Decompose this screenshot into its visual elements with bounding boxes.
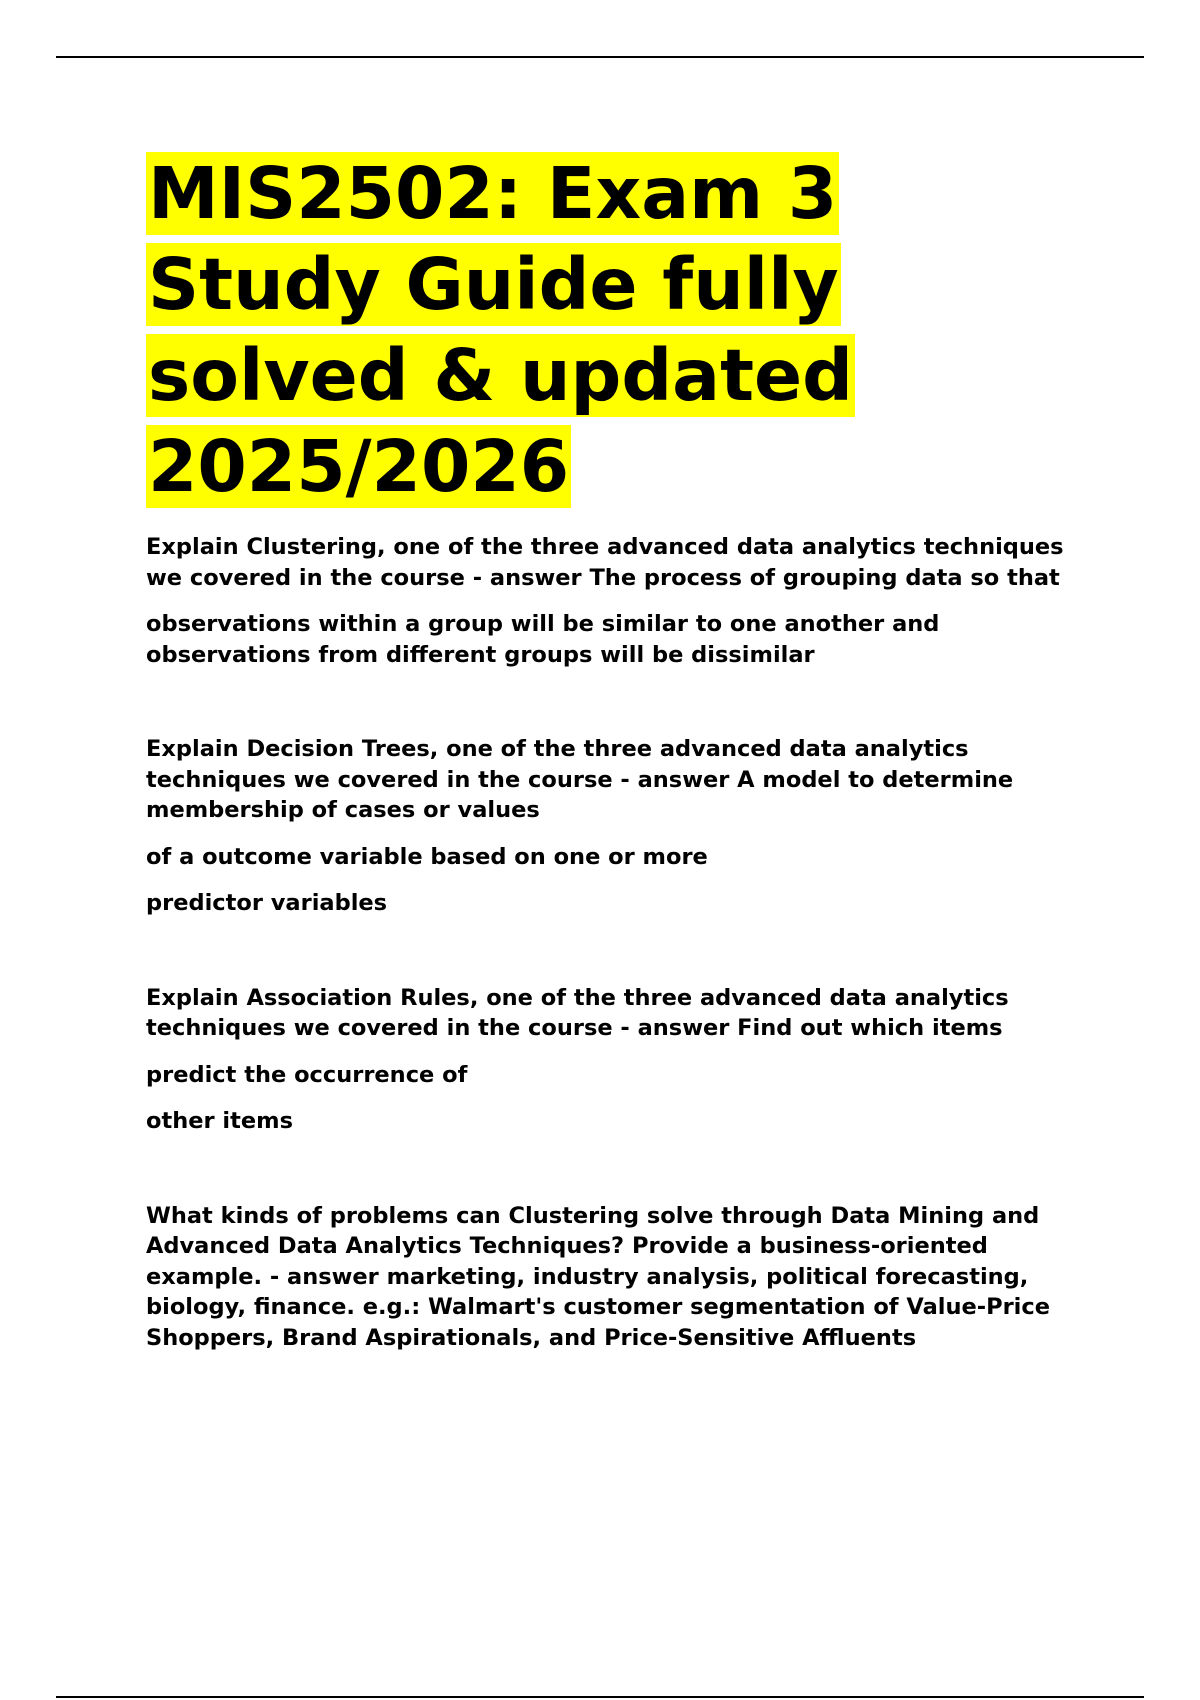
document-body	[146, 148, 1086, 1353]
header-rule	[56, 56, 1144, 58]
qa-answer-continuation: predict the occurrence of	[146, 1061, 468, 1088]
qa-question-text: Explain Decision Trees, one of the three advanced data analytics techniques we covered in the course - answer A model to determine membership of cases or values	[146, 736, 1014, 823]
qa-item-clustering	[146, 532, 1086, 670]
document-title	[146, 148, 1086, 512]
qa-answer-continuation: predictor variables	[146, 890, 388, 916]
qa-answer-continuation: of a outcome variable based on one or more	[146, 843, 708, 870]
title-highlight: MIS2502: Exam 3 Study Guide fully solved & updated 2025/2026	[148, 152, 854, 508]
qa-item-association-rules	[146, 983, 1086, 1137]
qa-question-text: What kinds of problems can Clustering solve through Data Mining and Advanced Data Analytics Techniques? Provide a business-oriented example. - answer marketing, industry analysis, political forecasting, biology, finance. e.g.: Walmart's customer segmentation of Value-Price Shoppers, Brand Aspirationals, and Price-Sensitive Affluents	[146, 1202, 1050, 1351]
qa-answer-continuation: observations within a group will be similar to one another and observations from different groups will be dissimilar	[146, 611, 940, 668]
qa-question-text: Explain Association Rules, one of the three advanced data analytics techniques we covered in the course - answer Find out which items	[146, 984, 1009, 1041]
qa-item-decision-trees	[146, 734, 1086, 919]
footer-rule	[56, 1696, 1144, 1698]
qa-answer-continuation: other items	[146, 1108, 293, 1134]
qa-item-clustering-problems	[146, 1201, 1086, 1354]
qa-question-text: Explain Clustering, one of the three advanced data analytics techniques we covered in the course - answer The process of grouping data so that	[146, 534, 1064, 591]
